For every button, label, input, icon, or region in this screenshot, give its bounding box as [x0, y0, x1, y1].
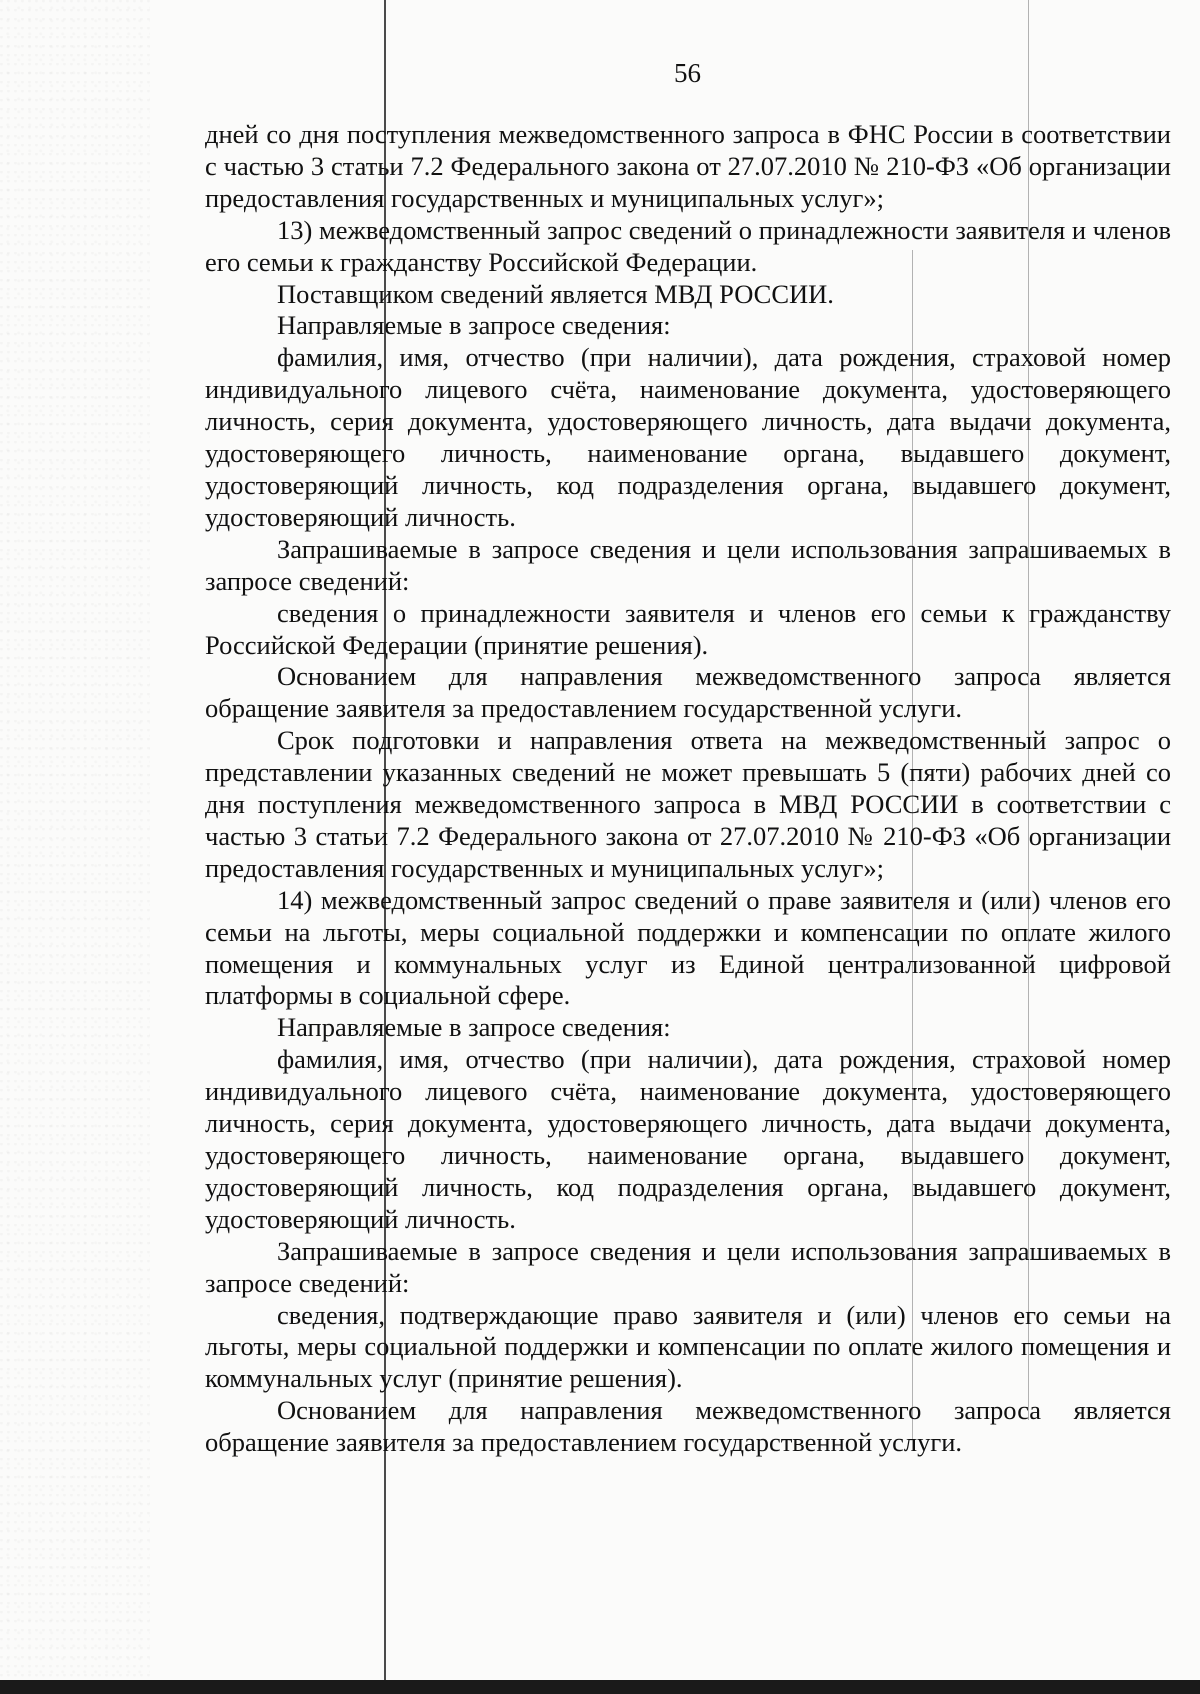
paragraph: 13) межведомственный запрос сведений о принадлежности заявителя и членов его семьи к гражданству Российской Федерации. [205, 214, 1171, 277]
paragraph: Направляемые в запросе сведения: [277, 1012, 671, 1043]
paragraph: сведения о принадлежности заявителя и членов его семьи к гражданству Российской Федерации (принятие решения). [205, 597, 1171, 660]
document-body [205, 119, 1171, 1459]
paragraph: Запрашиваемые в запросе сведения и цели использования запрашиваемых в запросе сведений: [205, 1235, 1171, 1298]
paragraph: дней со дня поступления межведомственного запроса в ФНС России в соответствии с частью 3 статьи 7.2 Федерального закона от 27.07.2010 № 210-ФЗ «Об организации предоставления государственных и муниципальных услуг»; [205, 119, 1171, 213]
paragraph: Основанием для направления межведомственного запроса является обращение заявителя за предоставлением государственной услуги. [205, 661, 1171, 724]
page-number: 56 [674, 58, 701, 88]
paragraph: Срок подготовки и направления ответа на межведомственный запрос о представлении указанных сведений не может превышать 5 (пяти) рабочих дней со дня поступления межведомственного запроса в МВД РОССИИ в соответствии с частью 3 статьи 7.2 Федерального закона от 27.07.2010 № 210-ФЗ «Об организации предоставления государственных и муниципальных услуг»; [205, 725, 1171, 883]
paragraph: Запрашиваемые в запросе сведения и цели использования запрашиваемых в запросе сведений: [205, 533, 1171, 596]
paragraph: Основанием для направления межведомственного запроса является обращение заявителя за предоставлением государственной услуги. [205, 1395, 1171, 1458]
scan-noise [0, 0, 150, 1694]
paragraph: Направляемые в запросе сведения: [277, 310, 671, 341]
paragraph: фамилия, имя, отчество (при наличии), дата рождения, страховой номер индивидуального лицевого счёта, наименование документа, удостоверяющего личность, серия документа, удостоверяющего личность, дата выдачи документа, удостоверяющего личность, наименование органа, выдавшего документ, удостоверяющий личность, код подразделения органа, выдавшего документ, удостоверяющий личность. [205, 342, 1171, 532]
paragraph: сведения, подтверждающие право заявителя и (или) членов его семьи на льготы, меры социальной поддержки и компенсации по оплате жилого помещения и коммунальных услуг (принятие решения). [205, 1299, 1171, 1394]
paragraph: 14) межведомственный запрос сведений о праве заявителя и (или) членов его семьи на льготы, меры социальной поддержки и компенсации по оплате жилого помещения и коммунальных услуг из Единой централизованной цифровой платформы в социальной сфере. [205, 884, 1171, 1011]
paragraph: фамилия, имя, отчество (при наличии), дата рождения, страховой номер индивидуального лицевого счёта, наименование документа, удостоверяющего личность, серия документа, удостоверяющего личность, дата выдачи документа, удостоверяющего личность, наименование органа, выдавшего документ, удостоверяющий личность, код подразделения органа, выдавшего документ, удостоверяющий личность. [205, 1044, 1171, 1234]
paragraph: Поставщиком сведений является МВД РОССИИ. [277, 278, 834, 309]
scan-bottom-border [0, 1680, 1200, 1694]
